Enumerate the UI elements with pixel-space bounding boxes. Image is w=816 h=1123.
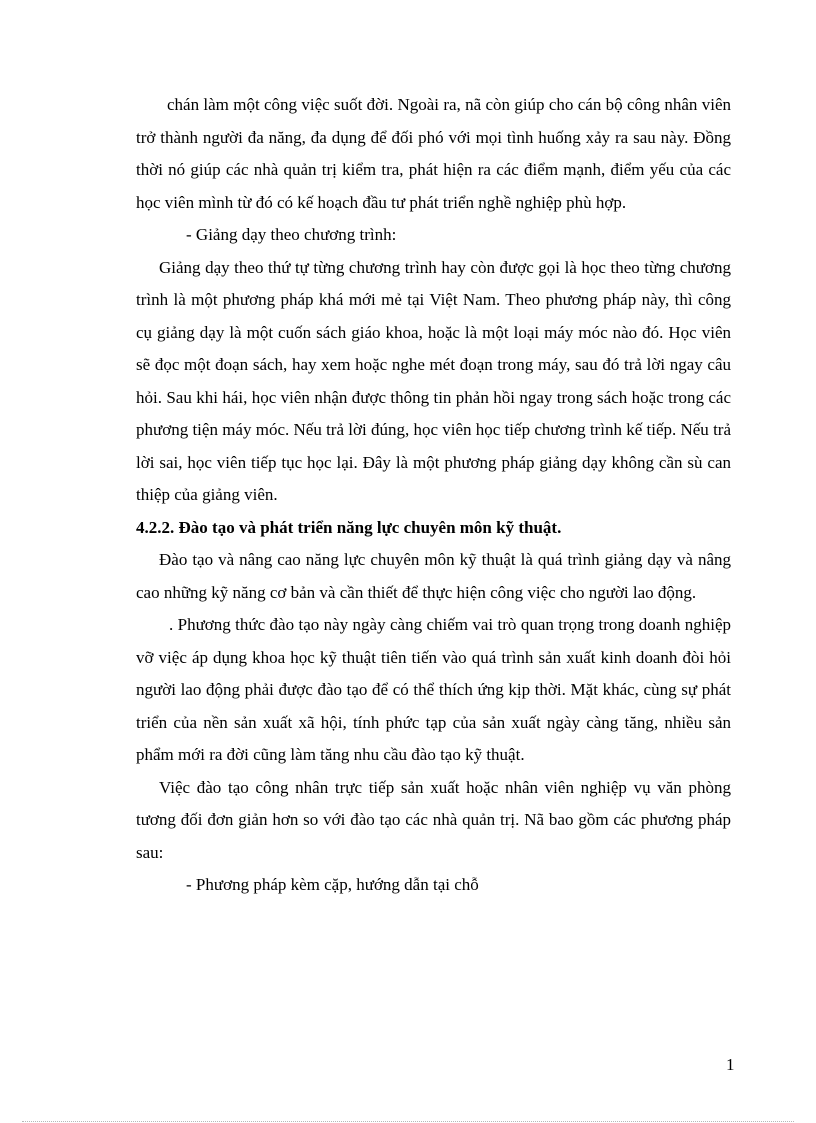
paragraph-programmed-teaching: Giảng dạy theo thứ tự từng chương trình hay còn được gọi là học theo từng chương trình là một phương pháp khá mới mẻ tại Việt Nam. Theo phương pháp này, thì công cụ giảng dạy là một cuốn sách giáo khoa, hoặc là một loại máy móc nào đó. Học viên sẽ đọc một đoạn sách, hay xem hoặc nghe mét đoạn trong máy, sau đó trả lời ngay câu hỏi. Sau khi hái, học viên nhận được thông tin phản hồi ngay trong sách hoặc trong các phương tiện máy móc. Nếu trả lời đúng, học viên học tiếp chương trình kế tiếp. Nếu trả lời sai, học viên tiếp tục học lại. Đây là một phương pháp giảng dạy không cần sù can thiệp của giảng viên.	[136, 257, 731, 504]
page-bottom-divider	[22, 1121, 794, 1122]
bullet-programmed-teaching: - Giảng dạy theo chương trình:	[186, 225, 397, 244]
document-body	[136, 89, 731, 902]
section-heading-4-2-2: 4.2.2. Đào tạo và phát triển năng lực chuyên môn kỹ thuật.	[136, 517, 562, 537]
paragraph-training-importance: . Phương thức đào tạo này ngày càng chiếm vai trò quan trọng trong doanh nghiệp vỡ việc áp dụng khoa học kỹ thuật tiên tiến vào quá trình sản xuất kinh doanh đòi hỏi người lao động phải được đào tạo để có thể thích ứng kịp thời. Mặt khác, cùng sự phát triển của nền sản xuất xã hội, tính phức tạp của sản xuất ngày càng tăng, nhiều sản phẩm mới ra đời cũng làm tăng nhu cầu đào tạo kỹ thuật.	[136, 615, 731, 764]
paragraph-technical-training: Đào tạo và nâng cao năng lực chuyên môn kỹ thuật là quá trình giảng dạy và nâng cao những kỹ năng cơ bản và cần thiết để thực hiện công việc cho người lao động.	[136, 550, 731, 602]
paragraph-worker-training: Việc đào tạo công nhân trực tiếp sản xuất hoặc nhân viên nghiệp vụ văn phòng tương đối đơn giản hơn so với đào tạo các nhà quản trị. Nã bao gồm các phương pháp sau:	[136, 777, 731, 862]
page-number: 1	[726, 1055, 735, 1074]
paragraph-training-benefits: chán làm một công việc suốt đời. Ngoài ra, nã còn giúp cho cán bộ công nhân viên trở thành người đa năng, đa dụng để đối phó với mọi tình huống xảy ra sau này. Đồng thời nó giúp các nhà quản trị kiểm tra, phát hiện ra các điểm mạnh, điểm yếu của các học viên mình từ đó có kế hoạch đầu tư phát triển nghề nghiệp phù hợp.	[136, 95, 731, 212]
bullet-on-the-job-coaching: - Phương pháp kèm cặp, hướng dẫn tại chỗ	[186, 875, 479, 894]
